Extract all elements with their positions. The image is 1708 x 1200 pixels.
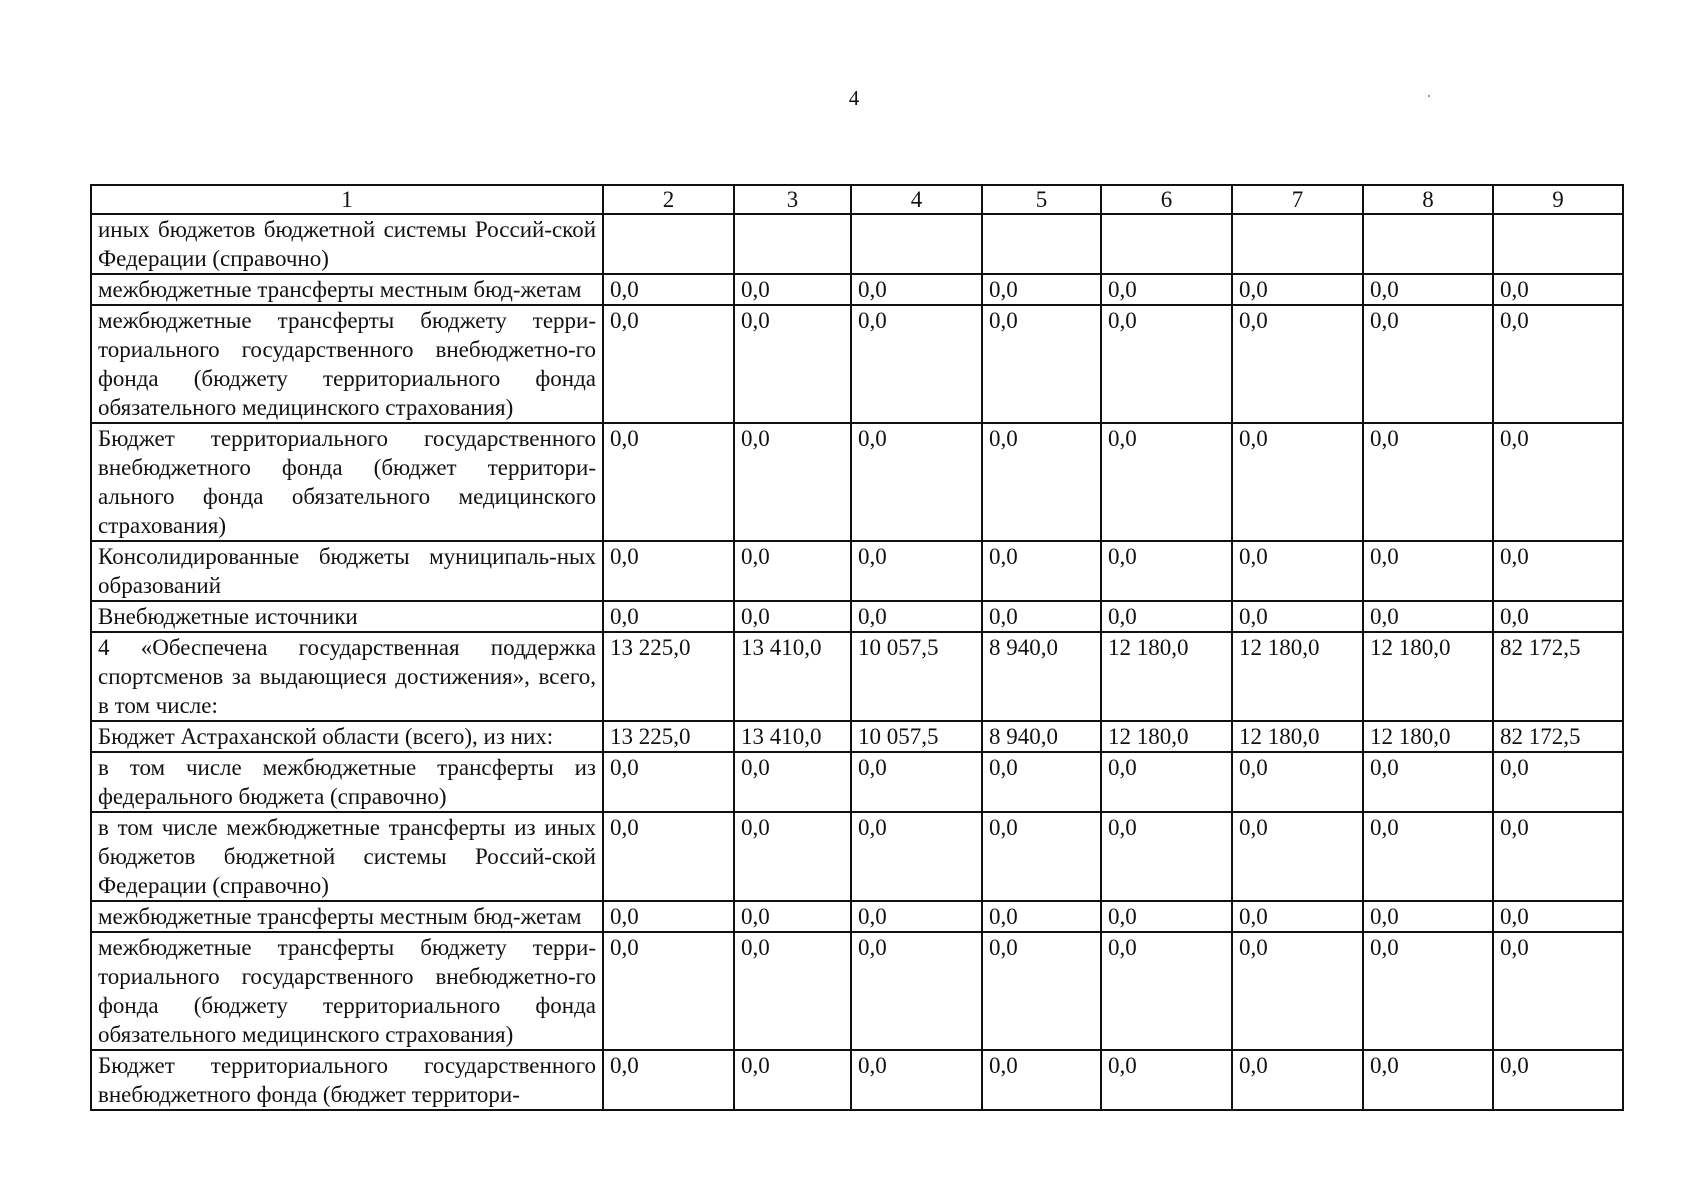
column-header: 4	[851, 185, 982, 214]
value-cell: 0,0	[1101, 932, 1232, 1050]
value-cell: 0,0	[1232, 932, 1363, 1050]
value-cell: 0,0	[1232, 601, 1363, 632]
value-cell: 12 180,0	[1232, 721, 1363, 752]
value-cell	[1363, 214, 1493, 274]
value-cell: 0,0	[982, 901, 1101, 932]
value-cell: 0,0	[1363, 932, 1493, 1050]
value-cell: 0,0	[1493, 932, 1623, 1050]
table-row	[91, 932, 1623, 1050]
table-row	[91, 214, 1623, 274]
value-cell: 10 057,5	[851, 632, 982, 721]
value-cell	[603, 214, 734, 274]
value-cell: 0,0	[1363, 752, 1493, 812]
table-body	[91, 214, 1623, 1110]
value-cell: 0,0	[982, 423, 1101, 541]
value-cell: 0,0	[1232, 901, 1363, 932]
value-cell: 0,0	[1363, 812, 1493, 901]
value-cell: 0,0	[1101, 274, 1232, 305]
value-cell: 0,0	[734, 812, 851, 901]
value-cell: 0,0	[1363, 541, 1493, 601]
value-cell: 0,0	[1101, 601, 1232, 632]
value-cell: 0,0	[1101, 305, 1232, 423]
table-row	[91, 274, 1623, 305]
value-cell: 13 410,0	[734, 721, 851, 752]
row-label: иных бюджетов бюджетной системы Россий-ской Федерации (справочно)	[91, 214, 603, 274]
value-cell: 0,0	[1493, 274, 1623, 305]
value-cell: 0,0	[982, 541, 1101, 601]
value-cell: 0,0	[603, 601, 734, 632]
value-cell: 0,0	[1493, 1050, 1623, 1110]
value-cell: 0,0	[982, 274, 1101, 305]
table-row	[91, 752, 1623, 812]
value-cell	[1101, 214, 1232, 274]
row-label: в том числе межбюджетные трансферты из федерального бюджета (справочно)	[91, 752, 603, 812]
value-cell: 0,0	[1363, 1050, 1493, 1110]
column-header: 6	[1101, 185, 1232, 214]
value-cell: 0,0	[1101, 423, 1232, 541]
value-cell: 0,0	[1493, 541, 1623, 601]
value-cell: 8 940,0	[982, 721, 1101, 752]
value-cell	[1232, 214, 1363, 274]
value-cell	[851, 214, 982, 274]
value-cell: 0,0	[1101, 752, 1232, 812]
value-cell: 82 172,5	[1493, 721, 1623, 752]
value-cell: 0,0	[1493, 305, 1623, 423]
value-cell: 0,0	[603, 812, 734, 901]
header-row	[91, 185, 1623, 214]
value-cell: 0,0	[1493, 901, 1623, 932]
value-cell: 0,0	[851, 901, 982, 932]
row-label: межбюджетные трансферты бюджету терри-ториального государственного внебюджетно-го фонда (бюджету территориального фонда обязательного медицинского страхования)	[91, 305, 603, 423]
table-row	[91, 305, 1623, 423]
value-cell: 0,0	[851, 601, 982, 632]
value-cell: 0,0	[982, 1050, 1101, 1110]
value-cell: 0,0	[734, 752, 851, 812]
value-cell: 0,0	[1493, 601, 1623, 632]
value-cell: 0,0	[1101, 541, 1232, 601]
value-cell: 0,0	[603, 1050, 734, 1110]
column-header: 8	[1363, 185, 1493, 214]
value-cell: 82 172,5	[1493, 632, 1623, 721]
value-cell: 0,0	[734, 541, 851, 601]
value-cell: 0,0	[1363, 305, 1493, 423]
value-cell: 0,0	[603, 932, 734, 1050]
value-cell: 0,0	[1232, 752, 1363, 812]
value-cell: 0,0	[734, 1050, 851, 1110]
value-cell: 12 180,0	[1363, 632, 1493, 721]
table-row	[91, 1050, 1623, 1110]
column-header: 2	[603, 185, 734, 214]
value-cell: 0,0	[1363, 601, 1493, 632]
value-cell: 10 057,5	[851, 721, 982, 752]
value-cell: 0,0	[1363, 901, 1493, 932]
value-cell: 0,0	[1232, 812, 1363, 901]
row-label: в том числе межбюджетные трансферты из иных бюджетов бюджетной системы Россий-ской Федерации (справочно)	[91, 812, 603, 901]
value-cell: 0,0	[851, 812, 982, 901]
table-header	[91, 185, 1623, 214]
value-cell: 0,0	[1363, 274, 1493, 305]
row-label: межбюджетные трансферты бюджету терри-ториального государственного внебюджетно-го фонда (бюджету территориального фонда обязательного медицинского страхования)	[91, 932, 603, 1050]
value-cell: 12 180,0	[1101, 632, 1232, 721]
value-cell: 0,0	[1101, 1050, 1232, 1110]
value-cell: 13 225,0	[603, 721, 734, 752]
page-number: 4	[848, 86, 860, 110]
column-header: 7	[1232, 185, 1363, 214]
value-cell: 12 180,0	[1101, 721, 1232, 752]
value-cell: 0,0	[1101, 901, 1232, 932]
value-cell: 0,0	[734, 901, 851, 932]
value-cell: 0,0	[734, 305, 851, 423]
value-cell: 0,0	[603, 305, 734, 423]
value-cell: 12 180,0	[1232, 632, 1363, 721]
table-row	[91, 423, 1623, 541]
value-cell: 0,0	[851, 1050, 982, 1110]
table-row	[91, 812, 1623, 901]
value-cell: 8 940,0	[982, 632, 1101, 721]
value-cell: 0,0	[851, 932, 982, 1050]
value-cell: 0,0	[1232, 274, 1363, 305]
row-label: межбюджетные трансферты местным бюд-жетам	[91, 901, 603, 932]
table-row	[91, 901, 1623, 932]
value-cell: 0,0	[982, 601, 1101, 632]
value-cell: 0,0	[603, 423, 734, 541]
value-cell: 12 180,0	[1363, 721, 1493, 752]
value-cell: 0,0	[982, 812, 1101, 901]
row-label: Консолидированные бюджеты муниципаль-ных образований	[91, 541, 603, 601]
value-cell: 0,0	[734, 601, 851, 632]
value-cell: 0,0	[1493, 752, 1623, 812]
value-cell: 0,0	[734, 932, 851, 1050]
value-cell: 0,0	[1232, 423, 1363, 541]
value-cell	[734, 214, 851, 274]
value-cell: 0,0	[851, 752, 982, 812]
value-cell	[982, 214, 1101, 274]
row-label: Бюджет территориального государственного внебюджетного фонда (бюджет территори-ального фонда обязательного медицинского страхования)	[91, 423, 603, 541]
value-cell: 0,0	[1493, 812, 1623, 901]
row-label: Бюджет Астраханской области (всего), из них:	[91, 721, 603, 752]
value-cell: 0,0	[1363, 423, 1493, 541]
value-cell: 0,0	[851, 423, 982, 541]
table-row	[91, 721, 1623, 752]
value-cell: 0,0	[603, 274, 734, 305]
budget-table	[90, 184, 1624, 1111]
row-label: Внебюджетные источники	[91, 601, 603, 632]
column-header: 9	[1493, 185, 1623, 214]
value-cell: 0,0	[603, 541, 734, 601]
value-cell: 0,0	[982, 752, 1101, 812]
value-cell: 0,0	[851, 305, 982, 423]
value-cell: 0,0	[1232, 541, 1363, 601]
value-cell: 0,0	[603, 752, 734, 812]
value-cell: 0,0	[982, 305, 1101, 423]
value-cell: 0,0	[982, 932, 1101, 1050]
column-header: 3	[734, 185, 851, 214]
table-row	[91, 632, 1623, 721]
value-cell: 0,0	[734, 274, 851, 305]
value-cell: 0,0	[1232, 1050, 1363, 1110]
value-cell: 0,0	[1232, 305, 1363, 423]
table-row	[91, 541, 1623, 601]
row-label: Бюджет территориального государственного внебюджетного фонда (бюджет территори-	[91, 1050, 603, 1110]
value-cell: 13 410,0	[734, 632, 851, 721]
value-cell: 0,0	[734, 423, 851, 541]
row-label: 4 «Обеспечена государственная поддержка спортсменов за выдающиеся достижения», всего, в том числе:	[91, 632, 603, 721]
value-cell: 13 225,0	[603, 632, 734, 721]
column-header: 1	[91, 185, 603, 214]
row-label: межбюджетные трансферты местным бюд-жетам	[91, 274, 603, 305]
value-cell: 0,0	[603, 901, 734, 932]
table-row	[91, 601, 1623, 632]
value-cell	[1493, 214, 1623, 274]
value-cell: 0,0	[851, 541, 982, 601]
column-header: 5	[982, 185, 1101, 214]
value-cell: 0,0	[1101, 812, 1232, 901]
value-cell: 0,0	[1493, 423, 1623, 541]
value-cell: 0,0	[851, 274, 982, 305]
scan-speck	[1428, 95, 1430, 97]
